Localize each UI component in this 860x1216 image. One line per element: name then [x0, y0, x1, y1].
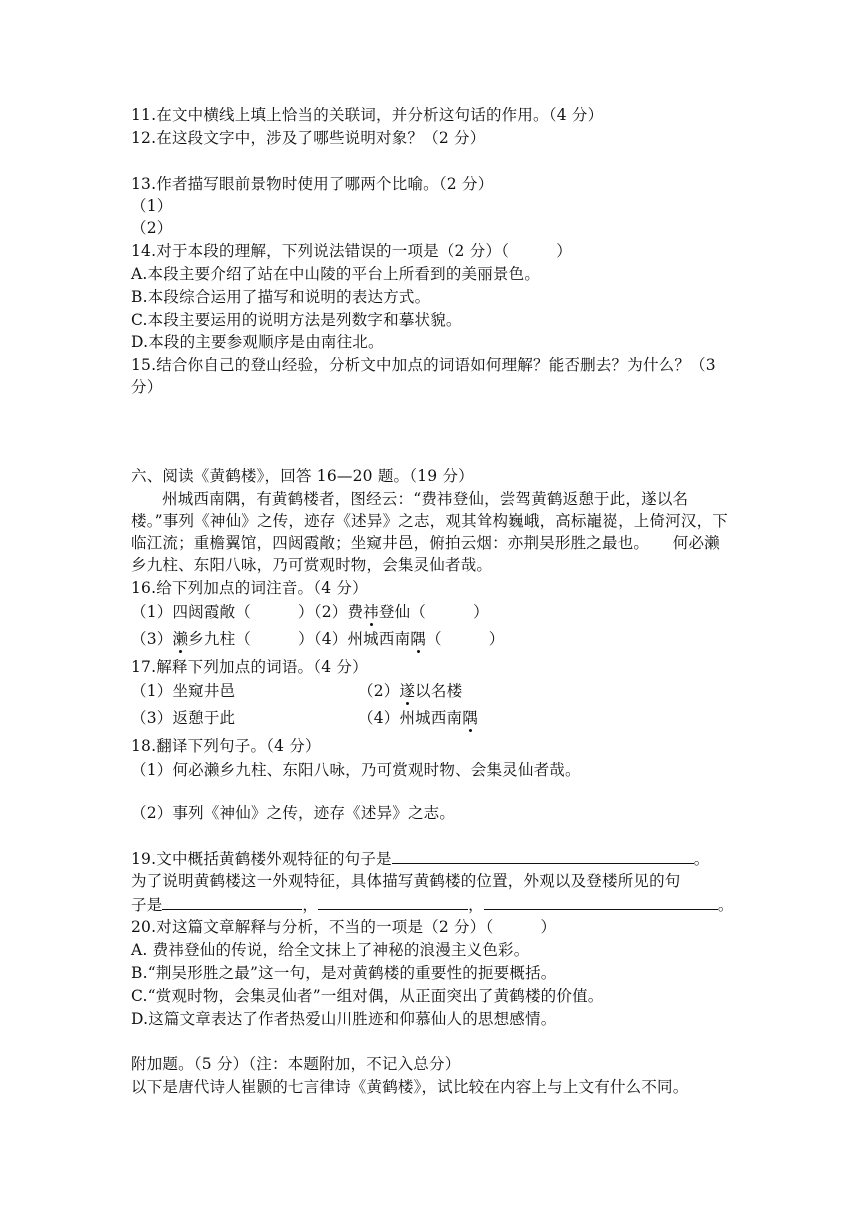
q16: 16.给下列加点的词注音。（4 分） — [131, 579, 368, 597]
q13-answer-1: （1） — [131, 197, 173, 215]
section6-heading: 六、阅读《黄鹤楼》，回答 16—20 题。（19 分） — [131, 467, 474, 485]
q14-option-c: C.本段主要运用的说明方法是列数字和摹状貌。 — [131, 311, 462, 329]
q20: 20.对这篇文章解释与分析，不当的一项是（2 分）（ ） — [131, 918, 557, 936]
q19-period: 。 — [693, 850, 710, 868]
answer-blank[interactable] — [484, 893, 718, 910]
answer-blank[interactable] — [392, 847, 694, 864]
q17-item-2 — [358, 680, 462, 702]
q17-item-3: （3）返憩于此 — [131, 709, 236, 727]
bonus-text: 以下是唐代诗人崔颢的七言律诗《黄鹤楼》，试比较在内容上与上文有什么不同。 — [131, 1078, 689, 1096]
q16-1-text-a: （1）四闼霞敞（ ）（2）费 — [131, 603, 364, 621]
q13-answer-2: （2） — [131, 219, 173, 237]
q20-option-c: C.“赏观时物，会集灵仙者”一组对偶，从正面突出了黄鹤楼的价值。 — [131, 987, 604, 1005]
q13: 13.作者描写眼前景物时使用了哪两个比喻。（2 分） — [131, 175, 494, 193]
q14-option-d: D.本段的主要参观顺序是由南往北。 — [131, 333, 384, 351]
dotted-word: 隅 — [462, 709, 478, 727]
dotted-word: 祎 — [363, 603, 379, 621]
q15: 15.结合你自己的登山经验，分析文中加点的词语如何理解？能否删去？为什么？（3 分） — [131, 356, 716, 396]
q18-item-2: （2）事列《神仙》之传，迹存《述异》之志。 — [131, 804, 456, 822]
q19-text-c: 子是 — [131, 896, 163, 914]
q19-period: 。 — [717, 896, 734, 914]
q18: 18.翻译下列句子。（4 分） — [131, 737, 321, 755]
q17-2-text-a: （2） — [358, 682, 400, 700]
q16-2-text-c: （ ） — [426, 630, 505, 648]
dotted-word: 遂 — [399, 682, 416, 700]
q14-option-b: B.本段综合运用了描写和说明的表达方式。 — [131, 288, 431, 306]
q17-item-4 — [358, 707, 478, 729]
q14: 14.对于本段的理解，下列说法错误的一项是（2 分）（ ） — [131, 242, 572, 260]
q19-line-2: 为了说明黄鹤楼这一外观特征，具体描写黄鹤楼的位置，外观以及登楼所见的句 — [131, 872, 681, 890]
q19-text-a: 19.文中概括黄鹤楼外观特征的句子是 — [131, 850, 392, 868]
q17-4-text-a: （4）州城西南 — [358, 709, 463, 727]
q19-line-1 — [131, 847, 709, 870]
q17-item-1: （1）坐窥井邑 — [131, 682, 236, 700]
q17-line-1 — [131, 680, 235, 702]
bonus-heading: 附加题。（5 分）（注：本题附加，不记入总分） — [131, 1055, 461, 1073]
q16-1-text-b: 登仙（ ） — [378, 603, 489, 621]
q19-comma: ， — [468, 896, 484, 914]
q16-2-text-a: （3） — [131, 630, 173, 648]
answer-blank[interactable] — [162, 893, 302, 910]
dotted-word: 濑 — [172, 630, 189, 648]
dotted-word: 隅 — [410, 630, 426, 648]
q20-option-a: A. 费祎登仙的传说，给全文抹上了神秘的浪漫主义色彩。 — [131, 941, 530, 959]
q18-item-1: （1）何必濑乡九柱、东阳八咏，乃可赏观时物、会集灵仙者哉。 — [131, 761, 581, 779]
q16-line-2 — [131, 628, 505, 650]
passage: 州城西南隅，有黄鹤楼者，图经云：“费祎登仙，尝驾黄鹤返憩于此，遂以名楼。”事列《神仙》之传，迹存《述异》之志，观其耸构巍峨，高标巃嵸，上倚河汉，下临江流；重檐翼馆，四闼霞敞；坐窥井邑，俯拍云烟：亦荆吴形胜之最也。 何必濑乡九柱、东阳八咏，乃可赏观时物，会集灵仙者哉。 — [131, 490, 728, 574]
answer-blank[interactable] — [318, 893, 468, 910]
q17: 17.解释下列加点的词语。（4 分） — [131, 658, 368, 676]
q20-option-d: D.这篇文章表达了作者热爱山川胜迹和仰慕仙人的思想感情。 — [131, 1010, 557, 1028]
q14-option-a: A.本段主要介绍了站在中山陵的平台上所看到的美丽景色。 — [131, 265, 541, 283]
q20-option-b: B.“荆吴形胜之最”这一句，是对黄鹤楼的重要性的扼要概括。 — [131, 964, 557, 982]
q19-line-3 — [131, 893, 734, 916]
q12: 12.在这段文字中，涉及了哪些说明对象？（2 分） — [131, 129, 486, 147]
q17-2-text-b: 以名楼 — [415, 682, 463, 700]
q11: 11.在文中横线上填上恰当的关联词，并分析这句话的作用。（4 分） — [131, 106, 604, 124]
q19-comma: ， — [302, 896, 319, 914]
q16-line-1 — [131, 601, 489, 623]
q16-2-text-b: 乡九柱（ ）（4）州城西南 — [188, 630, 411, 648]
